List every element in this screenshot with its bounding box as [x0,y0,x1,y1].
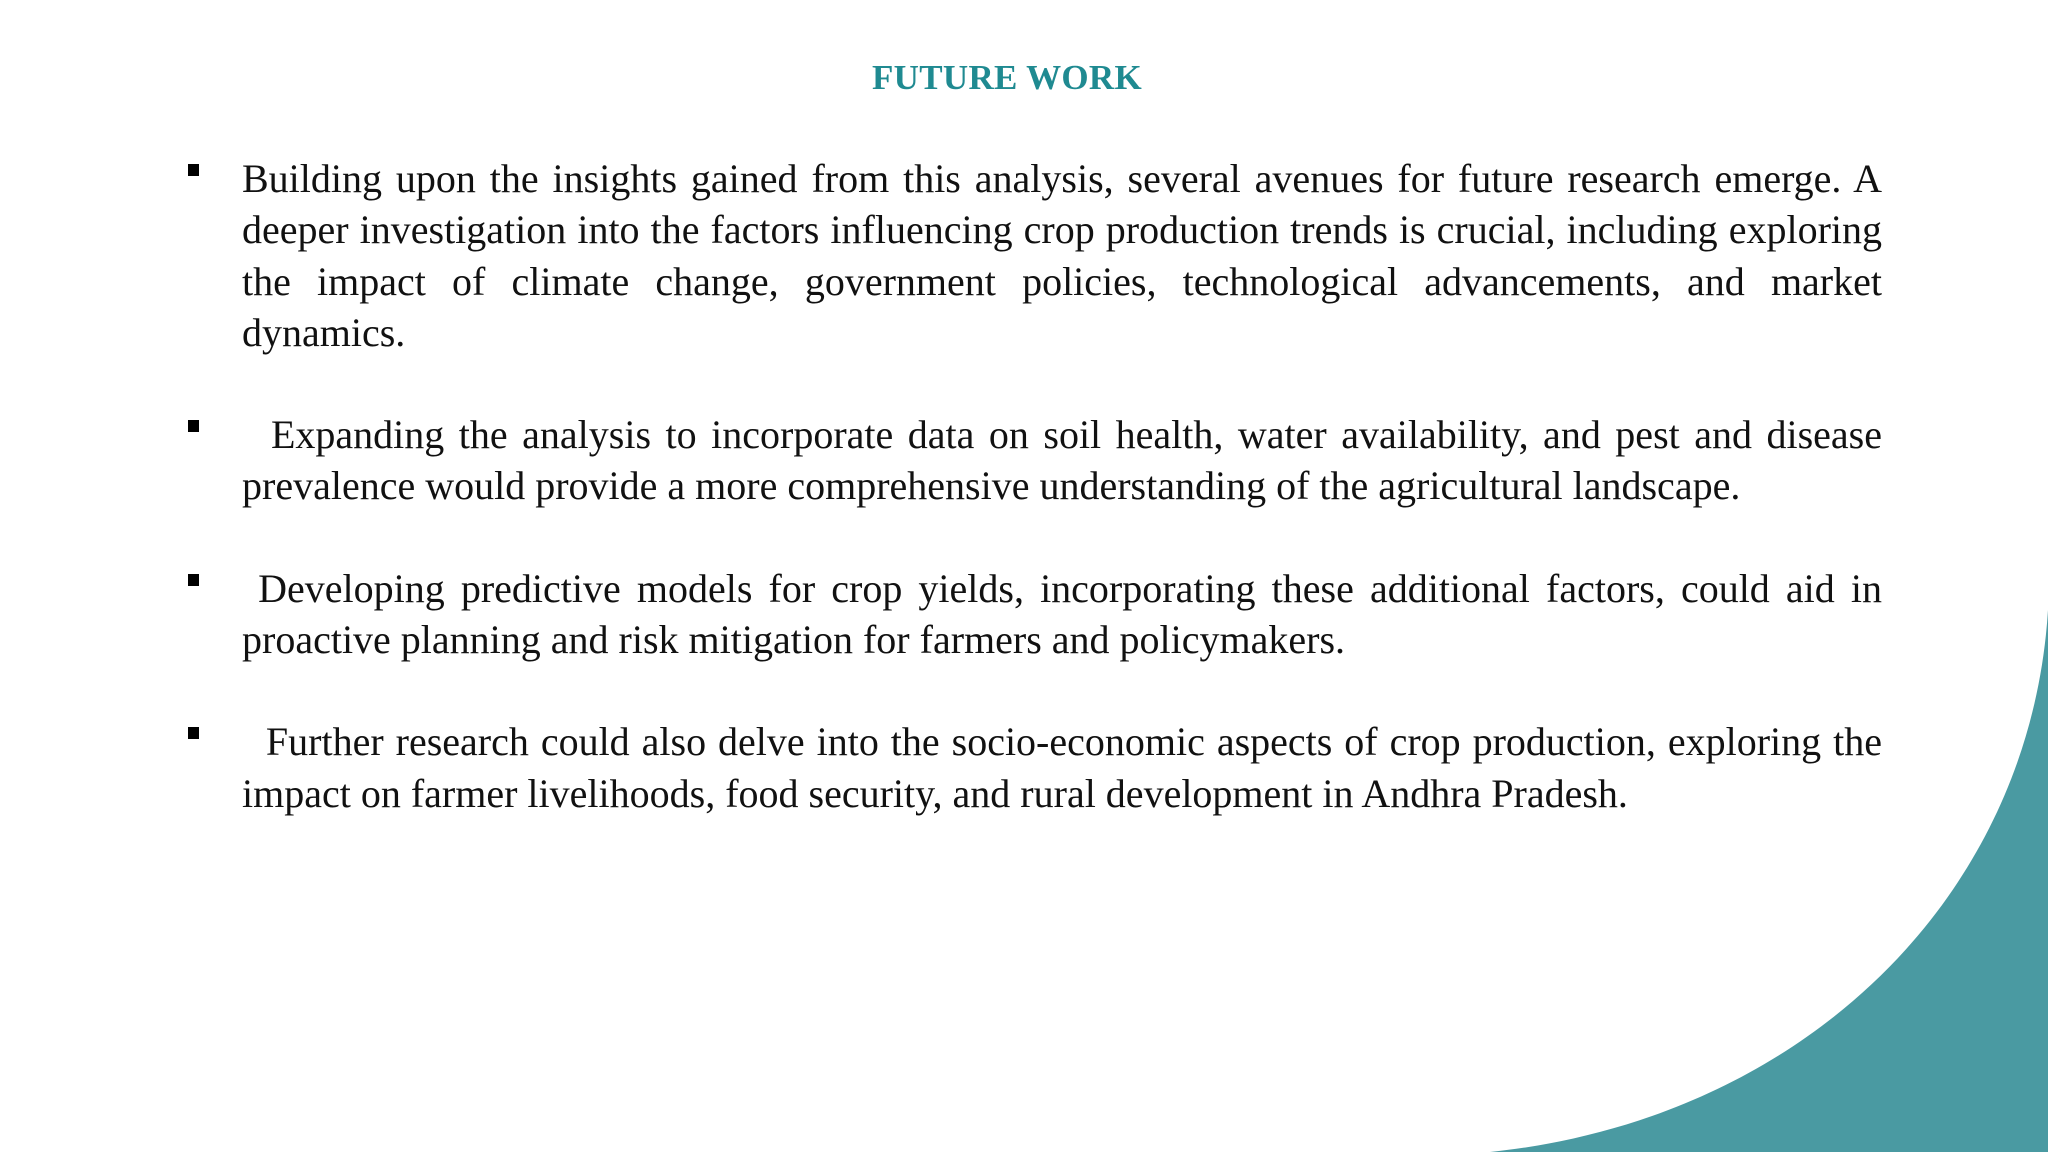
slide-title: FUTURE WORK [871,58,1143,97]
bullet-item-socio-economic [188,716,1882,819]
square-bullet-icon [188,420,199,432]
bullet-item-future-research [188,153,1882,358]
square-bullet-icon [188,164,199,176]
square-bullet-icon [188,727,199,739]
bullet-item-predictive-models [188,563,1882,666]
bullet-text: Further research could also delve into the socio-economic aspects of crop production, exploring the impact on farmer livelihoods, food security, and rural development in Andhra Pradesh. [242,719,1882,816]
bullet-item-expanding-analysis [188,409,1882,512]
bullet-text: Building upon the insights gained from this analysis, several avenues for future research emerge. A deeper investigation into the factors influencing crop production trends is crucial, including exploring the impact of climate change, government policies, technological advancements, and market dynamics. [242,156,1882,355]
bullet-text: Expanding the analysis to incorporate data on soil health, water availability, and pest and disease prevalence would provide a more comprehensive understanding of the agricultural landscape. [242,412,1882,509]
bullet-list [188,153,1882,870]
bullet-text: Developing predictive models for crop yields, incorporating these additional factors, could aid in proactive planning and risk mitigation for farmers and policymakers. [242,565,1882,663]
square-bullet-icon [188,574,199,586]
